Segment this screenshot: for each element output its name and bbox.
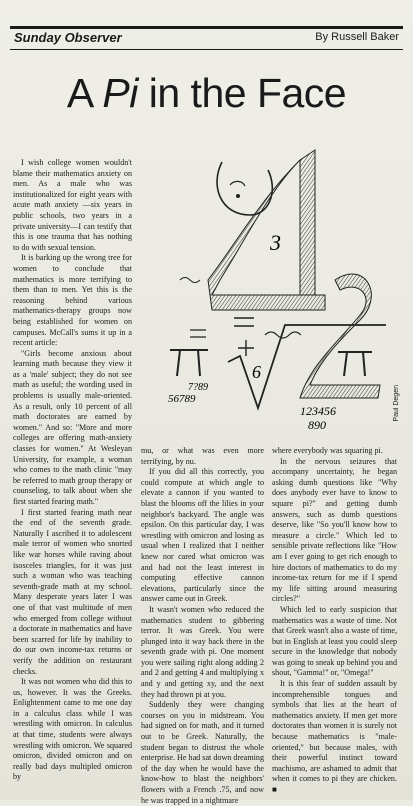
headline [0,70,413,117]
section-name: Sunday Observer [14,30,122,45]
paragraph: Suddenly they were changing courses on you in midstream. You had signed on for math, and it turned out to be Greek. Naturally, the student began to distrust the whole enterprise. He had sat down dreaming of the day when he would have the know-how to blast the neighbors' flowers with a French .75, and now he was trapped in a nightmare [141,700,264,805]
column-1 [13,158,132,783]
column-3 [272,446,397,796]
paragraph: where everybody was squaring pi. [272,446,383,455]
art-digit-6: 6 [252,362,261,382]
paragraph: Which led to early suspicion that mathematics was a waste of time. Not that Greek wasn't also a waste of time, but in English at least you could sleep secure in the knowledge that nobody was going to sneak up behind you and shout, "Gamma!" or, "Omega!" [272,604,397,678]
headline-part-1: A [66,70,103,116]
byline: By Russell Baker [315,31,399,43]
column-2 [141,446,264,806]
art-numbers-b: 890 [308,418,326,432]
paragraph: It wasn't women who reduced the mathematics student to gibbering terror. It was Greek. You were plunged into it way back there in the seventh grade with pi. One moment you were sailing right along adding 2 and 2 and getting 4 and multiplying x and y and getting xy, and the next they had thrown pi at you. [141,604,264,699]
paragraph: If you did all this correctly, you could compute at which angle to elevate a cannon if you wanted to blast the blooms off the lilies in your neighbor's backyard. The angle was epsilon. On this particular day, I was wrestling with omicron and losing as usual when I realized that I neither knew nor cared what omicron was and had not the least interest in computing effective cannon elevations, particularly since the answer came out in Greek. [141,467,264,604]
art-numbers-c: 7?89 [188,382,208,393]
paragraph: In the nervous seizures that accompany uncertainty, he began asking dumb questions like "Why does anybody ever have to know to square pi?" and getting dumb answers, such as dumb questions deserve, like "So you'll know how to measure a circle." Which led to sensible private reflections like "How am I ever going to get rich enough to hire doctors of mathematics to do my income-tax return for me if I spend my life sitting around measuring circles?" [272,456,397,604]
header-rule [10,49,403,50]
paragraph: It is this fear of sudden assault by incomprehensible tongues and symbols that lies at the heart of mathematics anxiety. If men get more doctorates than women it is surely not because mathematics is "male-oriented," but because males, with their powerful instinct toward machismo, are ashamed to admit that when it comes to pi they are chicken. ■ [272,679,397,794]
masthead [14,30,399,46]
paragraph: It was not women who did this to us, however. It was the Greeks. Enlightenment came to me one day in a calculus class while I was wrestling with omicron. In calculus at that time, students were always wrestling with omicron. We squared omicron, divided omicron and on really bad days multipled omicron by [13,677,132,782]
paragraph: mu, or what was even more terrifying, by nu. [141,446,264,466]
paragraph: I first started fearing math near the end of the seventh grade. Naturally I ascribed it to adolescent male terror of women who snorted like war horses while raving about isosceles triangles, for it was just such a woman who was teaching seventh-grade math at my school. Many desperate years later I was one of that vast multitude of men who emerged from college without a doctorate in mathematics and have been scarred for life by inability to do our own income-tax returns or verify the addition on restaurant checks. [13,507,132,676]
paragraph: "Girls become anxious about learning math because they view it as a 'male' subject; they do not see math as useful; the wording used in problems is usually male-oriented. As a result, only 10 percent of all math doctorates are earned by women." And so: "More and more colleges are offering math-anxiety classes for women." At Wesleyan University, for example, a woman who comes to the math clinic "may be referred to math group therapy or counseling, to talk about when she first started fearing math." [13,348,132,506]
paragraph: It is barking up the wrong tree for women to conclude that mathematics is more terrifying to them than to men. Yet this is the reasoning behind various mathematics-therapy groups now being established for women on campuses. McCall's sums it up in a recent article: [13,253,132,348]
art-credit: Paul Degen [393,385,400,422]
pi-illustration [150,130,390,440]
art-numbers-d: 56789 [168,393,196,405]
headline-part-2: in the Face [137,70,347,116]
headline-pi: Pi [102,70,138,116]
top-rule [10,26,403,29]
art-digit-3: 3 [270,230,281,255]
paragraph: I wish college women wouldn't blame their mathematics anxiety on men. As a male who was institutionalized for eight years with acute math anxiety —six years in public schools, two years in a private university—I can testify that this is one trauma that has nothing to do with sexual tension. [13,158,132,252]
art-numbers-a: 123456 [300,404,336,418]
